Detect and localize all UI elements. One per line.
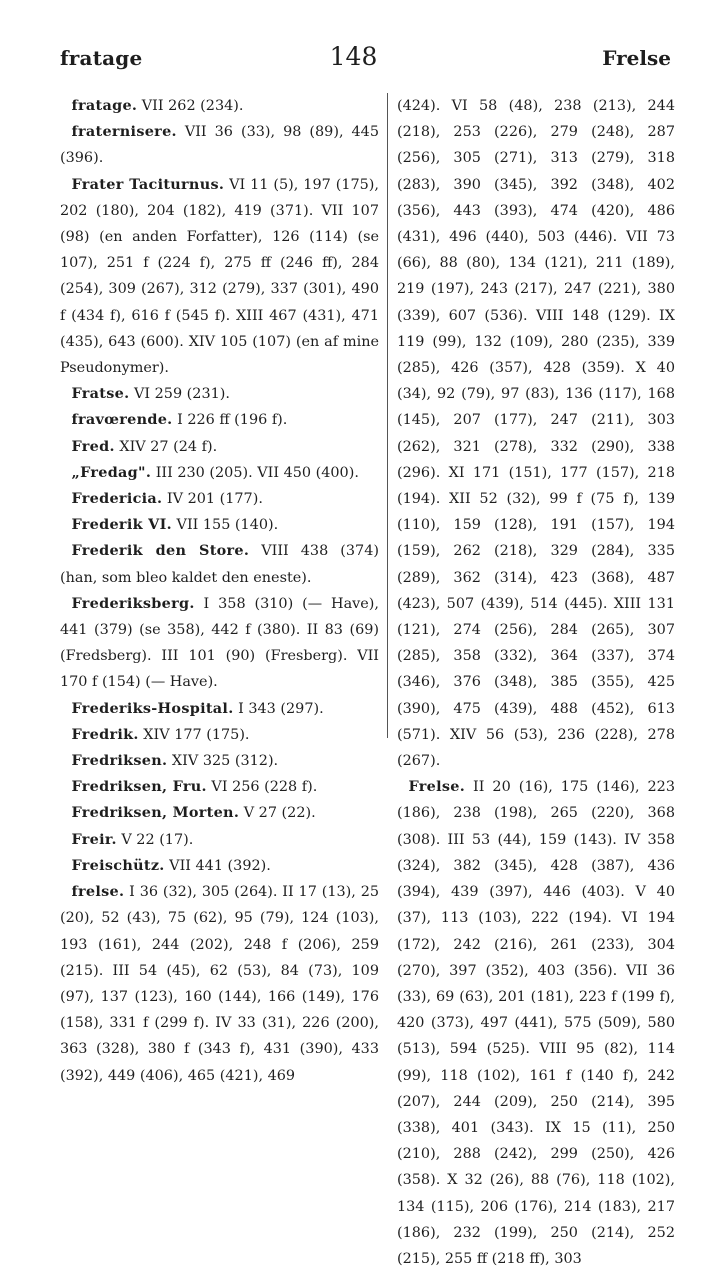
index-headword: Freir.	[71, 830, 117, 848]
index-headword: fravœrende.	[71, 411, 173, 429]
index-entry	[60, 774, 379, 800]
index-entry	[60, 827, 379, 853]
index-headword: fraternisere.	[71, 123, 177, 141]
index-references: VI 11 (5), 197 (175), 202 (180), 204 (182), 419 (371). VII 107 (98) (en anden Forfatter), 126 (114) (se 107), 251 f (224 f), 275 ff (246 ff), 284 (254), 309 (267), 312 (279), 337 (301), 490 f (434 f), 616 f (545 f). XIII 467 (431), 471 (435), 643 (600). XIV 105 (107) (en af mine Pseudonymer).	[60, 176, 379, 377]
index-references: I 36 (32), 305 (264). II 17 (13), 25 (20), 52 (43), 75 (62), 95 (79), 124 (103), 193 (161), 244 (202), 248 f (206), 259 (215). III 54 (45), 62 (53), 84 (73), 109 (97), 137 (123), 160 (144), 166 (149), 176 (158), 331 f (299 f). IV 33 (31), 226 (200), 363 (328), 380 f (343 f), 431 (390), 433 (392), 449 (406), 465 (421), 469	[60, 884, 379, 1084]
index-headword: Frelse.	[408, 778, 466, 796]
index-headword: Frater Taciturnus.	[71, 175, 225, 193]
index-references: I 358 (310) (— Have), 441 (379) (se 358), 442 f (380). II 83 (69) (Fredsberg). III 101 (90) (Fresberg). VII 170 f (154) (— Have).	[60, 595, 379, 691]
index-references: II 20 (16), 175 (146), 223 (186), 238 (198), 265 (220), 368 (308). III 53 (44), 159 (143). IV 358 (324), 382 (345), 428 (387), 436 (394), 439 (397), 446 (403). V 40 (37), 113 (103), 222 (194). VI 194 (172), 242 (216), 261 (233), 304 (270), 397 (352), 403 (356). VII 36 (33), 69 (63), 201 (181), 223 f (199 f), 420 (373), 497 (441), 575 (509), 580 (513), 594 (525). VIII 95 (82), 114 (99), 118 (102), 161 f (140 f), 242 (207), 244 (209), 250 (214), 395 (338), 401 (343). IX 15 (11), 250 (210), 288 (242), 299 (250), 426 (358). X 32 (26), 88 (76), 118 (102), 134 (115), 206 (176), 214 (183), 217 (186), 232 (199), 250 (214), 252 (215), 255 ff (218 ff), 303	[397, 779, 675, 1267]
index-headword: Fredrik.	[71, 725, 139, 743]
index-entry	[60, 748, 379, 774]
index-headword: Frederik VI.	[71, 516, 172, 534]
page-number: 148	[329, 42, 378, 71]
index-entry	[397, 93, 675, 774]
index-entry	[60, 172, 379, 382]
index-references: VI 259 (231).	[129, 386, 230, 403]
index-headword: fratage.	[71, 97, 138, 114]
index-headword: Fredriksen.	[71, 752, 168, 770]
index-entry	[60, 381, 379, 407]
index-entry	[60, 434, 379, 460]
index-headword: Fredericia.	[71, 490, 163, 508]
index-headword: Frederiks-Hospital.	[71, 699, 234, 717]
running-head-left: fratage	[60, 46, 143, 70]
index-headword: frelse.	[71, 883, 125, 901]
index-entry	[397, 774, 675, 1272]
index-headword: Frederik den Store.	[71, 542, 250, 560]
index-references: XIV 325 (312).	[167, 753, 279, 770]
index-references: VII 262 (234).	[137, 98, 244, 114]
index-entry	[60, 93, 379, 119]
running-head-right: Frelse	[602, 46, 671, 70]
index-references: XIV 177 (175).	[138, 726, 250, 743]
page-header	[0, 42, 707, 76]
index-entry	[60, 119, 379, 171]
index-entry	[60, 512, 379, 538]
index-entry	[60, 407, 379, 433]
index-references: V 27 (22).	[239, 805, 316, 822]
index-headword: Fredriksen, Morten.	[71, 804, 240, 822]
index-references: VII 36 (33), 98 (89), 445 (396).	[60, 124, 379, 167]
index-entry	[60, 460, 379, 486]
column-divider	[387, 93, 388, 738]
index-references: III 230 (205). VII 450 (400).	[151, 464, 359, 481]
index-entry	[60, 591, 379, 696]
index-entry	[60, 722, 379, 748]
index-references: VII 441 (392).	[164, 857, 271, 874]
index-entry	[60, 696, 379, 722]
index-entry	[60, 486, 379, 512]
index-headword: Fratse.	[71, 385, 130, 403]
index-headword: Freischütz.	[71, 856, 165, 874]
index-references: XIV 27 (24 f).	[114, 438, 218, 455]
index-headword: „Fredag".	[71, 463, 152, 481]
index-entry	[60, 538, 379, 590]
index-references: I 226 ff (196 f).	[172, 412, 288, 429]
index-entry	[60, 800, 379, 826]
index-references: VIII 438 (374) (han, som bleo kaldet den eneste).	[60, 543, 379, 586]
index-headword: Fredriksen, Fru.	[71, 778, 207, 796]
index-references: IV 201 (177).	[162, 491, 263, 508]
index-references: (424). VI 58 (48), 238 (213), 244 (218), 253 (226), 279 (248), 287 (256), 305 (271), 313 (279), 318 (283), 390 (345), 392 (348), 402 (356), 443 (393), 474 (420), 486 (431), 496 (440), 503 (446). VII 73 (66), 88 (80), 134 (121), 211 (189), 219 (197), 243 (217), 247 (221), 380 (339), 607 (536). VIII 148 (129). IX 119 (99), 132 (109), 280 (235), 339 (285), 426 (357), 428 (359). X 40 (34), 92 (79), 97 (83), 136 (117), 168 (145), 207 (177), 247 (211), 303 (262), 321 (278), 332 (290), 338 (296). XI 171 (151), 177 (157), 218 (194). XII 52 (32), 99 f (75 f), 139 (110), 159 (128), 191 (157), 194 (159), 262 (218), 329 (284), 335 (289), 362 (314), 423 (368), 487 (423), 507 (439), 514 (445). XIII 131 (121), 274 (256), 284 (265), 307 (285), 358 (332), 364 (337), 374 (346), 376 (348), 385 (355), 425 (390), 475 (439), 488 (452), 613 (571). XIV 56 (53), 236 (228), 278 (267).	[397, 98, 675, 770]
index-column-right	[397, 93, 675, 1272]
index-headword: Frederiksberg.	[71, 594, 195, 612]
index-entry	[60, 853, 379, 879]
index-references: V 22 (17).	[116, 831, 194, 848]
index-column-left	[60, 93, 379, 1089]
index-entry	[60, 879, 379, 1089]
index-references: VII 155 (140).	[171, 517, 279, 534]
index-references: I 343 (297).	[233, 700, 324, 717]
index-headword: Fred.	[71, 437, 115, 455]
index-references: VI 256 (228 f).	[206, 779, 318, 796]
